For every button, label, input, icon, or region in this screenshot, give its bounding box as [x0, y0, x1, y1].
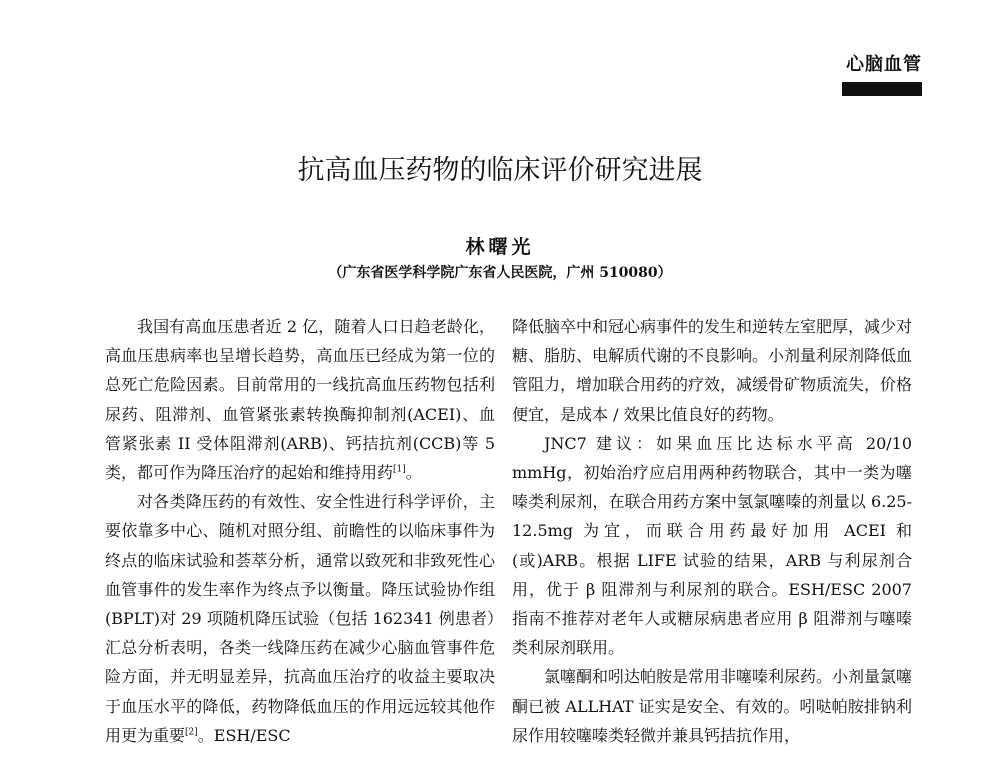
paragraph-end: 。: [405, 463, 422, 483]
paragraph-end: 。ESH/ESC: [197, 725, 291, 745]
left-column: [105, 312, 495, 750]
paragraph: [105, 487, 495, 750]
section-label: 心脑血管: [846, 54, 922, 75]
right-column: [512, 312, 912, 750]
paragraph-text: 我国有高血压患者近 2 亿，随着人口日趋老龄化，高血压患病率也呈增长趋势，高血压已经成为第一位的总死亡危险因素。目前常用的一线抗高血压药物包括利尿药、阻滞剂、血管紧张素转换酶抑制剂(ACEI)、血管紧张素 II 受体阻滞剂(ARB)、钙拮抗剂(CCB)等 5 类，都可作为降压治疗的起始和维持用药: [105, 317, 495, 483]
paragraph: 降低脑卒中和冠心病事件的发生和逆转左室肥厚，减少对糖、脂肪、电解质代谢的不良影响。小剂量利尿剂降低血管阻力，增加联合用药的疗效，减缓骨矿物质流失，价格便宜，是成本 / 效果比值良好的药物。: [512, 317, 913, 424]
article-title: 抗高血压药物的临床评价研究进展: [297, 155, 703, 186]
citation-ref: [2]: [185, 727, 198, 738]
article-author: 林曙光: [465, 236, 535, 258]
paragraph: [105, 312, 495, 487]
paragraph: JNC7 建议：如果血压比达标水平高 20/10 mmHg，初始治疗应启用两种药物联合，其中一类为噻嗪类利尿剂，在联合用药方案中氢氯噻嗪的剂量以 6.25-12.5mg 为宜，而联合用药最好加用 ACEI 和(或)ARB。根据 LIFE 试验的结果，ARB 与利尿剂合用，优于 β 阻滞剂与利尿剂的联合。ESH/ESC 2007 指南不推荐对老年人或糖尿病患者应用 β 阻滞剂与噻嗪类利尿剂联用。: [512, 433, 912, 658]
paragraph-text: 对各类降压药的有效性、安全性进行科学评价，主要依靠多中心、随机对照分组、前瞻性的以临床事件为终点的临床试验和荟萃分析，通常以致死和非致死性心血管事件的发生率作为终点予以衡量。降压试验协作组(BPLT)对 29 项随机降压试验（包括 162341 例患者）汇总分析表明，各类一线降压药在减少心脑血管事件危险方面，并无明显差异，抗高血压治疗的收益主要取决于血压水平的降低，药物降低血压的作用远远较其他作用更为重要: [105, 492, 495, 745]
paragraph: 氯噻酮和吲达帕胺是常用非噻嗪利尿药。小剂量氯噻酮已被 ALLHAT 证实是安全、有效的。吲哒帕胺排钠利尿作用较噻嗪类轻微并兼具钙拮抗作用，: [512, 667, 913, 745]
section-bar: [842, 82, 922, 96]
citation-ref: [1]: [393, 464, 406, 475]
article-affiliation: （广东省医学科学院广东省人民医院，广州 510080）: [328, 265, 672, 281]
section-header: [842, 50, 922, 96]
